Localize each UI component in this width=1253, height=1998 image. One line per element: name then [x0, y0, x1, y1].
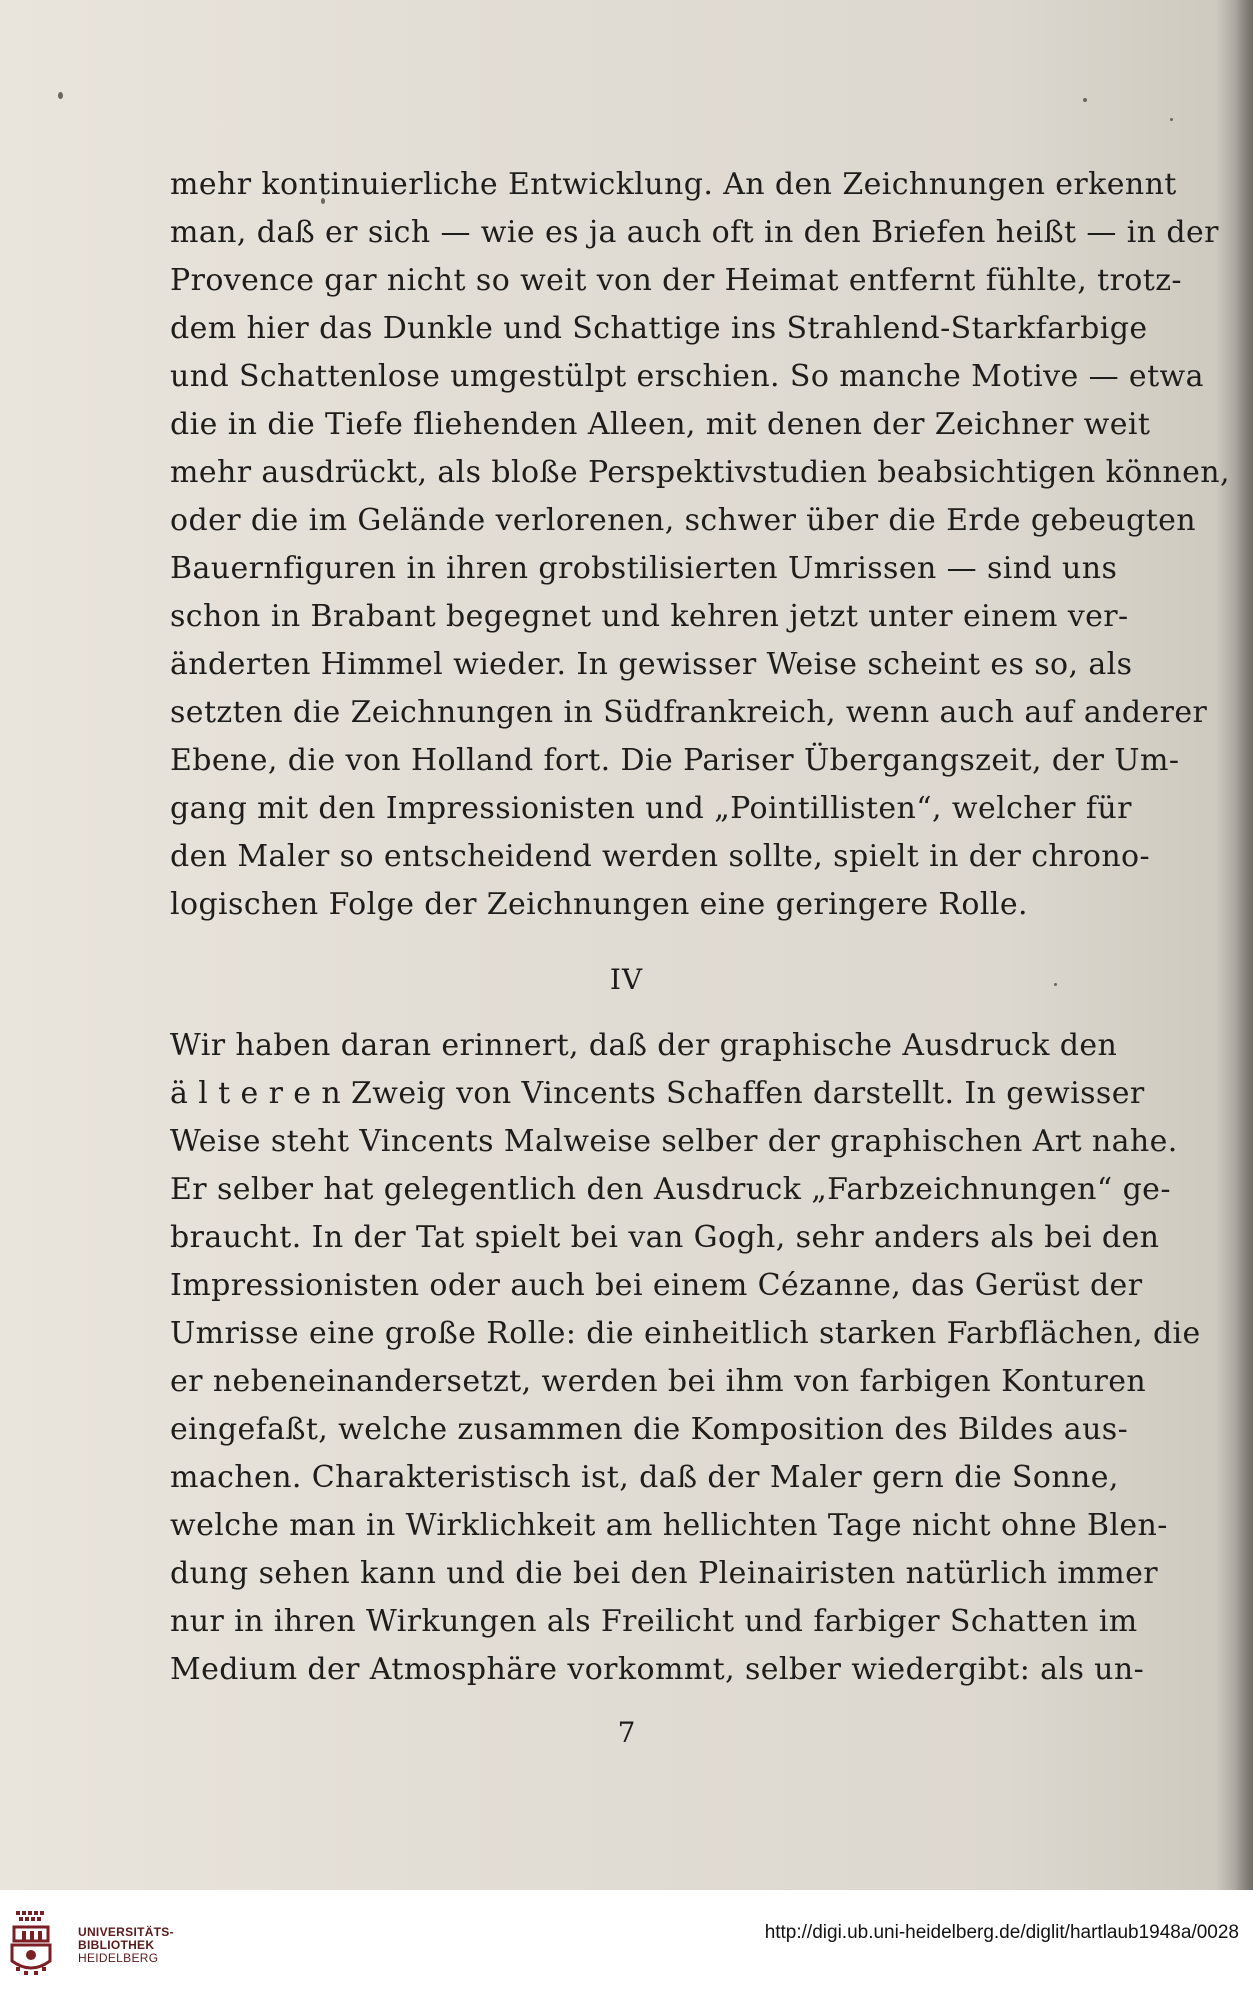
text-line: Ebene, die von Holland fort. Die Pariser Übergangszeit, der Um- [170, 743, 1180, 778]
library-name-line: BIBLIOTHEK [78, 1938, 155, 1952]
text-line: und Schattenlose umgestülpt erschien. So manche Motive — etwa [170, 359, 1204, 394]
text-line: braucht. In der Tat spielt bei van Gogh, sehr anders als bei den [170, 1220, 1160, 1255]
section-heading: IV [609, 963, 644, 996]
footer-bar [0, 1890, 1253, 1998]
text-line: Wir haben daran erinnert, daß der graphische Ausdruck den [170, 1028, 1118, 1063]
text-line: man, daß er sich — wie es ja auch oft in den Briefen heißt — in der [170, 215, 1219, 250]
library-name [78, 1926, 174, 1965]
text-line: ä l t e r e n Zweig von Vincents Schaffen darstellt. In gewisser [170, 1076, 1145, 1111]
text-line: nur in ihren Wirkungen als Freilicht und farbiger Schatten im [170, 1604, 1138, 1639]
text-line: setzten die Zeichnungen in Südfrankreich, wenn auch auf anderer [170, 695, 1208, 730]
text-line: machen. Charakteristisch ist, daß der Maler gern die Sonne, [170, 1460, 1119, 1495]
text-line: Provence gar nicht so weit von der Heimat entfernt fühlte, trotz- [170, 263, 1182, 298]
text-line: den Maler so entscheidend werden sollte, spielt in der chrono- [170, 839, 1151, 874]
text-line: Weise steht Vincents Malweise selber der graphischen Art nahe. [170, 1124, 1178, 1159]
paper-speck [1170, 118, 1173, 121]
text-line: Impressionisten oder auch bei einem Cézanne, das Gerüst der [170, 1268, 1143, 1303]
page-edge-shadow [1235, 0, 1253, 1890]
text-line: oder die im Gelände verlorenen, schwer über die Erde gebeugten [170, 503, 1197, 538]
text-line: eingefaßt, welche zusammen die Komposition des Bildes aus- [170, 1412, 1129, 1447]
text-line: Umrisse eine große Rolle: die einheitlich starken Farbflächen, die [170, 1316, 1201, 1351]
paper-speck [1083, 98, 1087, 102]
page-number: 7 [617, 1716, 636, 1749]
library-name-line: HEIDELBERG [78, 1951, 159, 1965]
text-line: Bauernfiguren in ihren grobstilisierten Umrissen — sind uns [170, 551, 1118, 586]
library-name-line: UNIVERSITÄTS- [78, 1925, 174, 1939]
text-line: schon in Brabant begegnet und kehren jetzt unter einem ver- [170, 599, 1129, 634]
university-seal-icon[interactable] [8, 1905, 70, 1985]
text-line: änderten Himmel wieder. In gewisser Weise scheint es so, als [170, 647, 1133, 682]
text-line: Er selber hat gelegentlich den Ausdruck „Farbzeichnungen“ ge- [170, 1172, 1171, 1207]
text-line: Medium der Atmosphäre vorkommt, selber wiedergibt: als un- [170, 1652, 1145, 1687]
source-url-link[interactable]: http://digi.ub.uni-heidelberg.de/diglit/hartlaub1948a/0028 [764, 1922, 1239, 1943]
text-line: die in die Tiefe fliehenden Alleen, mit denen der Zeichner weit [170, 407, 1151, 442]
text-line: mehr ausdrückt, als bloße Perspektivstudien beabsichtigen können, [170, 455, 1230, 490]
text-line: gang mit den Impressionisten und „Pointillisten“, welcher für [170, 791, 1132, 826]
text-line: er nebeneinandersetzt, werden bei ihm von farbigen Konturen [170, 1364, 1147, 1399]
text-line: welche man in Wirklichkeit am hellichten Tage nicht ohne Blen- [170, 1508, 1168, 1543]
text-line: mehr kontinuierliche Entwicklung. An den Zeichnungen erkennt [170, 167, 1177, 202]
text-line: dem hier das Dunkle und Schattige ins Strahlend-Starkfarbige [170, 311, 1148, 346]
text-line: dung sehen kann und die bei den Pleinairisten natürlich immer [170, 1556, 1158, 1591]
paper-speck [58, 92, 63, 99]
text-line: logischen Folge der Zeichnungen eine geringere Rolle. [170, 887, 1028, 922]
